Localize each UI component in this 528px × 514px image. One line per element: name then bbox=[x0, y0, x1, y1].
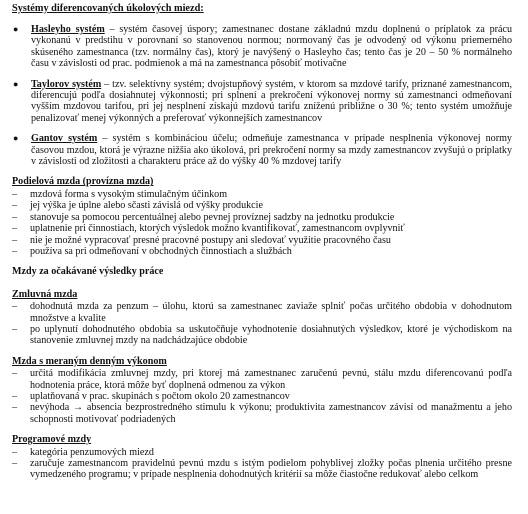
list-item-text: jej výška je úplne alebo sčasti závislá od výšky produkcie bbox=[30, 200, 263, 212]
page-title: Systémy diferencovaných úkolových miezd: bbox=[12, 3, 204, 14]
dash-icon: – bbox=[12, 188, 18, 200]
list-item bbox=[12, 324, 512, 347]
list-item-text: zaručuje zamestnancom pravidelnú pevnú mzdu s istým podielom pohyblivej zložky počas plnenia určitého presne vymedzeného programu; v prípade nesplnenia dohodnutých kritérií sa môže čiastočne redukovať alebo celkom bbox=[30, 458, 512, 481]
list-item-text: kategória penzumových miezd bbox=[30, 446, 154, 458]
system-name: Gantov systém bbox=[31, 133, 98, 145]
section-programove bbox=[12, 434, 512, 481]
section-podielova bbox=[12, 176, 512, 257]
dash-icon: – bbox=[12, 323, 18, 335]
section-heading: Mzda s meraným denným výkonom bbox=[12, 355, 167, 367]
system-name: Taylorov systém bbox=[31, 78, 102, 90]
list-item bbox=[12, 212, 512, 223]
list-item-text: po uplynutí dohodnutého obdobia sa uskutočňuje vyhodnotenie dosiahnutých výsledkov, ktoré je východiskom na stanovenie zmluvnej mzdy na nadchádzajúce obdobie bbox=[30, 323, 512, 347]
list-item-text: dohodnutá mzda za penzum – úlohu, ktorú sa zamestnanec zaviaže splniť počas určitého obdobia v dohodnutom množstve a kvalite bbox=[30, 301, 512, 324]
system-text bbox=[31, 133, 512, 167]
bullet-icon: ● bbox=[13, 24, 19, 34]
list-item bbox=[12, 458, 512, 481]
section-meranym bbox=[12, 356, 512, 425]
dash-icon: – bbox=[12, 446, 18, 458]
section-heading: Programové mzdy bbox=[12, 434, 92, 446]
section-ocakavane bbox=[12, 266, 512, 277]
dash-list bbox=[12, 368, 512, 425]
section-heading: Podielová mzda (provízna mzda) bbox=[12, 176, 154, 188]
dash-list bbox=[12, 301, 512, 347]
bullet-icon: ● bbox=[13, 133, 19, 144]
dash-icon: – bbox=[12, 368, 18, 380]
dash-icon: – bbox=[12, 200, 18, 212]
section-heading: Zmluvná mzda bbox=[12, 288, 78, 300]
system-item bbox=[12, 133, 512, 167]
list-item bbox=[12, 301, 512, 324]
dash-icon: – bbox=[12, 234, 18, 246]
list-item bbox=[12, 447, 512, 458]
dash-list bbox=[12, 447, 512, 481]
list-item bbox=[12, 189, 512, 200]
system-description: – systém časovej úspory; zamestnanec dostane základnú mzdu doplnenú o príplatok za prácu vykonanú v predstihu v porovnaní so stanovenou normou; normovaný čas je odvodený od výkonu priemerného skúseného zamestnanca (tzv. normálny čas), ktorý je navýšený o Hasleyho čas; tento čas je 20 – 50 % normálneho času v závislosti od prac. podmienok a má na zamestnanca pôsobiť motivačne bbox=[31, 24, 513, 70]
dash-list bbox=[12, 189, 512, 257]
dash-icon: – bbox=[12, 390, 18, 402]
list-item-text: stanovuje sa pomocou percentuálnej alebo pevnej províznej sadzby na jednotku produkcie bbox=[30, 211, 395, 223]
dash-icon: – bbox=[12, 223, 18, 235]
list-item-text: určitá modifikácia zmluvnej mzdy, pri ktorej má zamestnanec zaručenú pevnú, stálu mzdu diferencovanú podľa hodnotenia práce, ktorá môže byť doplnená odmenou za výkon bbox=[30, 368, 512, 391]
list-item-text: uplatňovaná v prac. skupinách s počtom okolo 20 zamestnancov bbox=[30, 390, 290, 402]
system-text bbox=[31, 24, 512, 70]
dash-icon: – bbox=[12, 458, 18, 469]
list-item-text: používa sa pri odmeňovaní v obchodných činnostiach a službách bbox=[30, 245, 292, 257]
dash-icon: – bbox=[12, 245, 18, 257]
list-item bbox=[12, 200, 512, 211]
system-name: Hasleyho systém bbox=[31, 24, 105, 35]
system-description: – systém s kombináciou účelu; odmeňuje zamestnanca v prípade nesplnenia výkonovej normy časovou mzdou, ktorá je výrazne nižšia ako úkolová, pri prekročení normy sa mzdy zamestnancov zvyšujú o príplatky v závislosti od zložitosti a charakteru práce až do výšky 40 % mzdovej tarify bbox=[31, 133, 512, 168]
list-item bbox=[12, 235, 512, 246]
systems-list bbox=[12, 24, 512, 167]
list-item bbox=[12, 402, 512, 425]
dash-icon: – bbox=[12, 402, 18, 414]
list-item bbox=[12, 246, 512, 257]
system-item bbox=[12, 24, 512, 70]
list-item bbox=[12, 223, 512, 234]
list-item bbox=[12, 391, 512, 402]
list-item-text: nevýhoda → absencia bezprostredného stimulu k výkonu; produktivita zamestnancov závisí od manažmentu a jeho schopnosti motivovať podriadených bbox=[30, 402, 512, 425]
dash-icon: – bbox=[12, 301, 18, 313]
bullet-icon: ● bbox=[13, 78, 19, 89]
section-zmluvna bbox=[12, 289, 512, 347]
system-description: – tzv. selektívny systém; dvojstupňový systém, v ktorom sa mzdové tarify, priznané zamestnancom, diferencujú podľa dosiahnutej výkonnosti; pri splnení a prekročení výkonovej normy sú zamestnanci odmeňovaní vyšším mzdovou tarifou, pri jej nesplnení získajú mzdovú tarifu zníženú približne o 30 %; tento systém umožňuje penalizovať menej výkonných a preferovať výkonnejších zamestnancov bbox=[31, 78, 512, 124]
list-item-text: nie je možné vypracovať presné pracovné postupy ani sledovať využitie pracovného času bbox=[30, 234, 391, 246]
list-item-text: mzdová forma s vysokým stimulačným účinkom bbox=[30, 188, 228, 200]
list-item-text: uplatnenie pri činnostiach, ktorých výsledok možno kvantifikovať, zamestnancom ovplyvniť bbox=[30, 223, 405, 235]
list-item bbox=[12, 368, 512, 391]
system-item bbox=[12, 79, 512, 125]
dash-icon: – bbox=[12, 211, 18, 223]
system-text bbox=[31, 79, 512, 125]
section-heading: Mzdy za očakávané výsledky práce bbox=[12, 266, 164, 278]
